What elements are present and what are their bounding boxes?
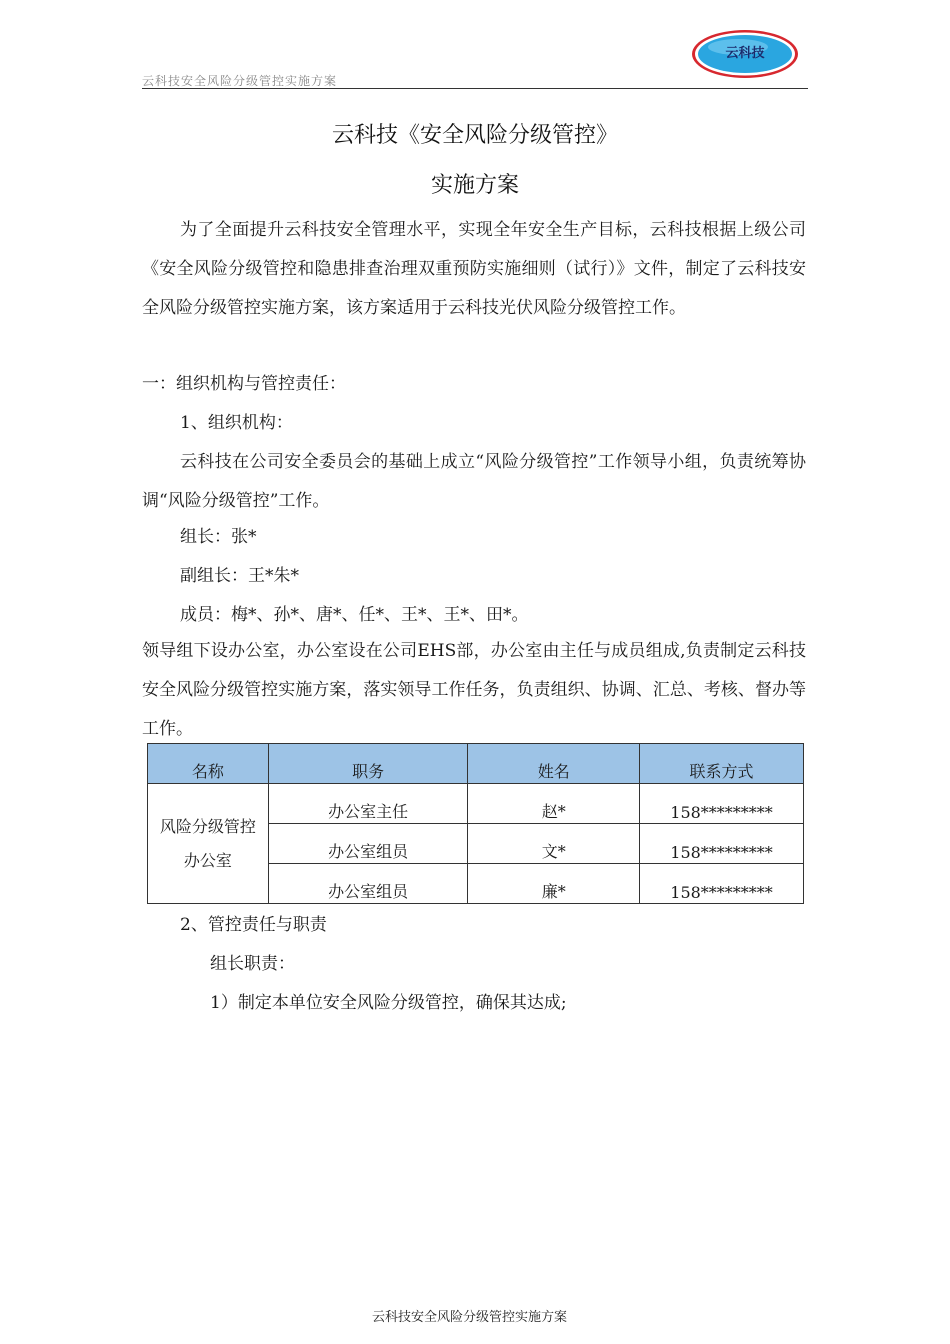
person-cell: 赵* [468, 784, 640, 824]
group-name-cell: 风险分级管控办公室 [148, 784, 269, 904]
duty-item-1: 1）制定本单位安全风险分级管控，确保其达成; [210, 993, 567, 1013]
office-staff-table [147, 743, 804, 904]
logo-text: 云科技 [725, 46, 765, 61]
leader-line: 组长：张* [180, 527, 257, 547]
table-row [148, 784, 804, 824]
role-cell: 办公室主任 [268, 784, 468, 824]
leader-duty-heading: 组长职责： [210, 954, 295, 974]
person-cell: 文* [468, 824, 640, 864]
header-rule [142, 88, 808, 89]
org-description: 云科技在公司安全委员会的基础上成立“风险分级管控”工作领导小组，负责统筹协调“风险分级管控”工作。 [142, 452, 806, 511]
contact-cell: 158********* [640, 864, 804, 904]
doc-title-line1: 云科技《安全风险分级管控》 [331, 123, 618, 148]
header-cell-contact: 联系方式 [640, 744, 804, 784]
role-cell: 办公室组员 [268, 864, 468, 904]
header-cell-name: 名称 [148, 744, 269, 784]
role-cell: 办公室组员 [268, 824, 468, 864]
doc-title-line2: 实施方案 [430, 173, 519, 198]
subsection-2-heading: 2、管控责任与职责 [180, 915, 327, 935]
contact-cell: 158********* [640, 824, 804, 864]
header-cell-person: 姓名 [468, 744, 640, 784]
vice-leader-line: 副组长：王*朱* [180, 566, 299, 586]
section-1-heading: 一：组织机构与管控责任： [142, 374, 346, 394]
header-running-text: 云科技安全风险分级管控实施方案 [142, 74, 338, 88]
intro-paragraph: 为了全面提升云科技安全管理水平，实现全年安全生产目标，云科技根据上级公司《安全风险分级管控和隐患排查治理双重预防实施细则（试行）》文件，制定了云科技安全风险分级管控实施方案，该方案适用于云科技光伏风险分级管控工作。 [142, 220, 806, 318]
page-footer: 云科技安全风险分级管控实施方案 [372, 1310, 568, 1325]
person-cell: 廉* [468, 864, 640, 904]
office-description: 领导组下设办公室，办公室设在公司EHS部，办公室由主任与成员组成,负责制定云科技安全风险分级管控实施方案，落实领导工作任务，负责组织、协调、汇总、考核、督办等工作。 [142, 641, 806, 739]
header-cell-position: 职务 [268, 744, 468, 784]
subsection-1-heading: 1、组织机构： [180, 413, 293, 433]
members-line: 成员：梅*、孙*、唐*、任*、王*、王*、田*。 [180, 605, 529, 625]
table-header-row [148, 744, 804, 784]
contact-cell: 158********* [640, 784, 804, 824]
company-logo [690, 28, 800, 80]
